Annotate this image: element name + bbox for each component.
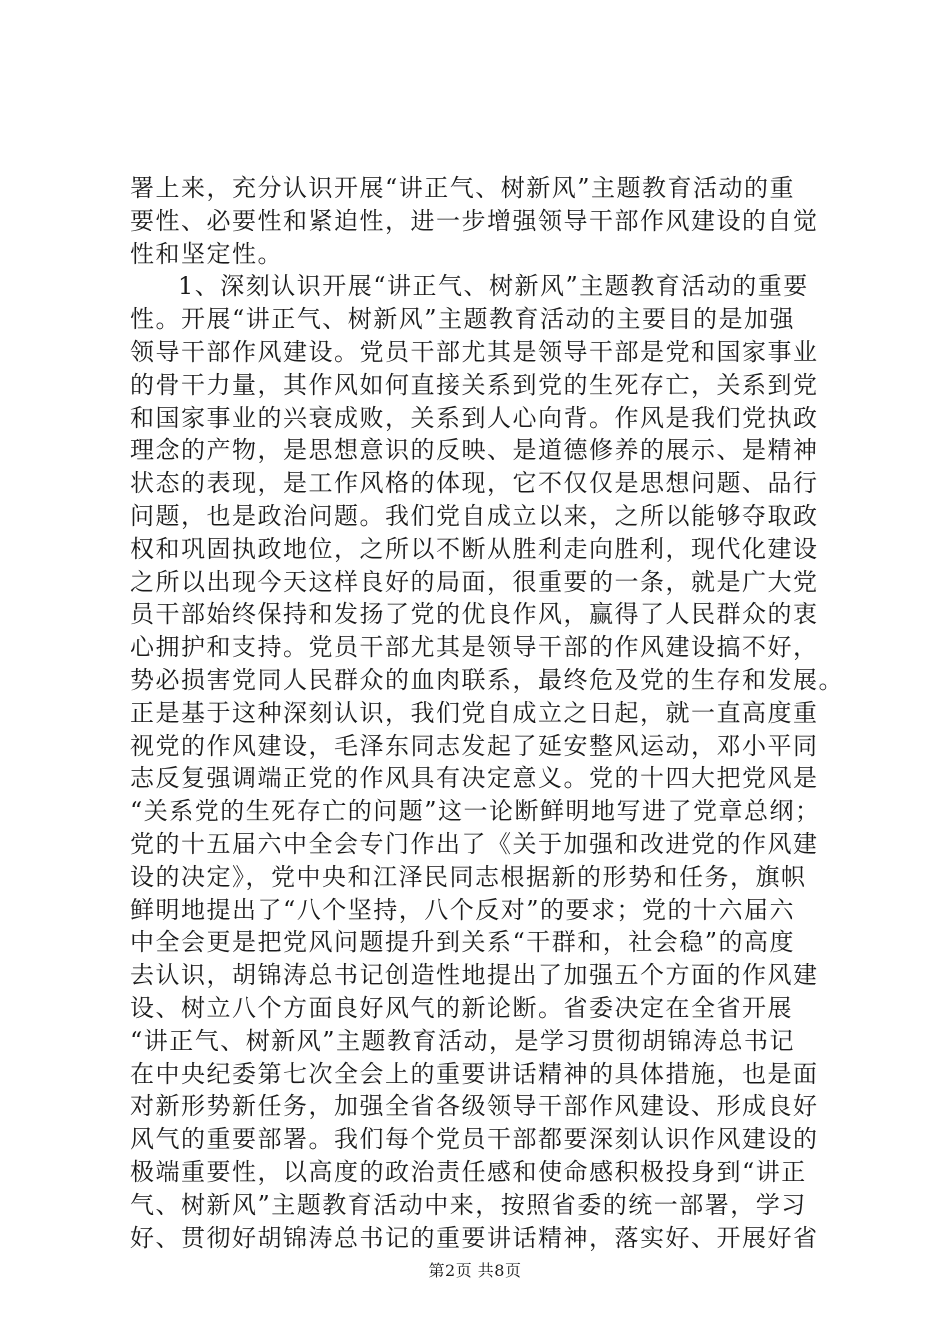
- text-line: “关系党的生死存亡的问题”这一论断鲜明地写进了党章总纲；: [130, 797, 821, 826]
- text-line: 好、贯彻好胡锦涛总书记的重要讲话精神，落实好、开展好省: [130, 1223, 819, 1252]
- text-line: 视党的作风建设，毛泽东同志发起了延安整风运动，邓小平同: [130, 731, 819, 760]
- paragraph-start-line: 1、深刻认识开展“讲正气、树新风”主题教育活动的重要: [178, 272, 809, 301]
- text-line: 风气的重要部署。我们每个党员干部都要深刻认识作风建设的: [130, 1125, 819, 1154]
- text-line: 要性、必要性和紧迫性，进一步增强领导干部作风建设的自觉: [130, 206, 819, 235]
- text-line: 性。开展“讲正气、树新风”主题教育活动的主要目的是加强: [130, 305, 796, 334]
- text-line: 正是基于这种深刻认识，我们党自成立之日起，就一直高度重: [130, 698, 819, 727]
- page-number-footer: 第2页 共8页: [428, 1261, 522, 1280]
- text-line: “讲正气、树新风”主题教育活动，是学习贯彻胡锦涛总书记: [130, 1026, 796, 1055]
- text-line: 权和巩固执政地位，之所以不断从胜利走向胜利，现代化建设: [130, 534, 819, 563]
- text-line: 性和坚定性。: [130, 239, 283, 268]
- text-line: 之所以出现今天这样良好的局面，很重要的一条，就是广大党: [130, 567, 819, 596]
- text-line: 状态的表现，是工作风格的体现，它不仅仅是思想问题、品行: [130, 469, 819, 498]
- text-line: 问题，也是政治问题。我们党自成立以来，之所以能够夺取政: [130, 501, 819, 530]
- text-line: 志反复强调端正党的作风具有决定意义。党的十四大把党风是: [130, 764, 819, 793]
- text-line: 的骨干力量，其作风如何直接关系到党的生死存亡，关系到党: [130, 370, 819, 399]
- text-line: 鲜明地提出了“八个坚持，八个反对”的要求；党的十六届六: [130, 895, 796, 924]
- text-line: 心拥护和支持。党员干部尤其是领导干部的作风建设搞不好，: [130, 633, 819, 662]
- text-line: 势必损害党同人民群众的血肉联系，最终危及党的生存和发展。: [130, 665, 844, 694]
- text-line: 署上来，充分认识开展“讲正气、树新风”主题教育活动的重: [130, 174, 796, 202]
- text-line: 对新形势新任务，加强全省各级领导干部作风建设、形成良好: [130, 1092, 819, 1121]
- text-line: 气、树新风”主题教育活动中来，按照省委的统一部署，学习: [130, 1190, 807, 1219]
- text-line: 设的决定》，党中央和江泽民同志根据新的形势和任务，旗帜: [130, 862, 807, 891]
- text-line: 党的十五届六中全会专门作出了《关于加强和改进党的作风建: [130, 829, 819, 858]
- text-line: 理念的产物，是思想意识的反映、是道德修养的展示、是精神: [130, 436, 819, 465]
- text-line: 设、树立八个方面良好风气的新论断。省委决定在全省开展: [130, 993, 793, 1022]
- text-line: 去认识，胡锦涛总书记创造性地提出了加强五个方面的作风建: [130, 961, 819, 990]
- text-line: 在中央纪委第七次全会上的重要讲话精神的具体措施，也是面: [130, 1059, 819, 1088]
- body-text: [130, 172, 844, 1254]
- text-line: 和国家事业的兴衰成败，关系到人心向背。作风是我们党执政: [130, 403, 819, 432]
- text-line: 员干部始终保持和发扬了党的优良作风，赢得了人民群众的衷: [130, 600, 819, 629]
- text-line: 领导干部作风建设。党员干部尤其是领导干部是党和国家事业: [130, 337, 819, 366]
- text-line: 极端重要性，以高度的政治责任感和使命感积极投身到“讲正: [130, 1157, 807, 1186]
- text-line: 中全会更是把党风问题提升到关系“干群和，社会稳”的高度: [130, 928, 796, 957]
